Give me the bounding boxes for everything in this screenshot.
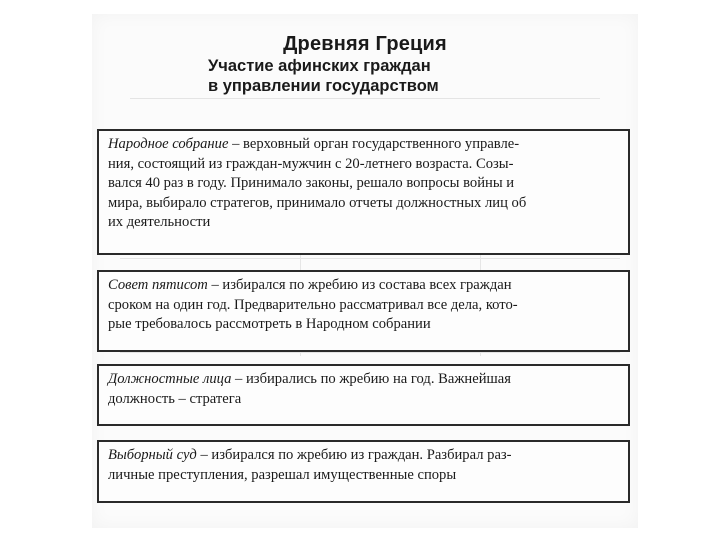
block-line: должность – стратега (108, 390, 242, 407)
block-elected-court (97, 440, 630, 503)
block-line (108, 446, 618, 466)
block-text: – избирался по жребию из граждан. Разбирал раз- (196, 447, 512, 463)
block-term: Должностные лица (108, 371, 232, 387)
block-term: Народное собрание (108, 136, 229, 152)
block-text: – верховный орган государственного управле- (228, 136, 520, 152)
block-line: мира, выбирало стратегов, принимало отчеты должностных лиц об (108, 194, 527, 211)
block-line: личные преступления, разрешал имущественные споры (108, 466, 457, 483)
subtitle-line: Участие афинских граждан (208, 57, 431, 75)
block-line: ния, состоящий из граждан-мужчин с 20-летнего возраста. Созы- (108, 155, 514, 172)
block-line: их деятельности (108, 214, 211, 231)
block-popular-assembly (97, 129, 630, 255)
block-officials (97, 364, 630, 426)
bleed-through-rule (120, 258, 620, 259)
block-text: – избирались по жребию на год. Важнейшая (231, 371, 511, 387)
subtitle-line: в управлении государством (208, 77, 439, 95)
block-text: – избирался по жребию из состава всех граждан (207, 277, 512, 293)
bleed-through-rule (120, 352, 620, 353)
bleed-through-rule (130, 98, 600, 99)
block-line: сроком на один год. Предварительно рассматривал все дела, кото- (108, 296, 518, 313)
block-line (108, 135, 618, 155)
header (92, 32, 638, 96)
block-line: рые требовалось рассмотреть в Народном собрании (108, 316, 431, 333)
block-line: вался 40 раз в году. Принимало законы, решало вопросы войны и (108, 175, 515, 192)
page-subtitle (208, 56, 508, 96)
block-term: Выборный суд (108, 447, 197, 463)
block-line (108, 276, 618, 296)
block-term: Совет пятисот (108, 277, 208, 293)
block-council-500 (97, 270, 630, 352)
page-title: Древняя Греция (283, 33, 447, 55)
block-line (108, 370, 618, 390)
